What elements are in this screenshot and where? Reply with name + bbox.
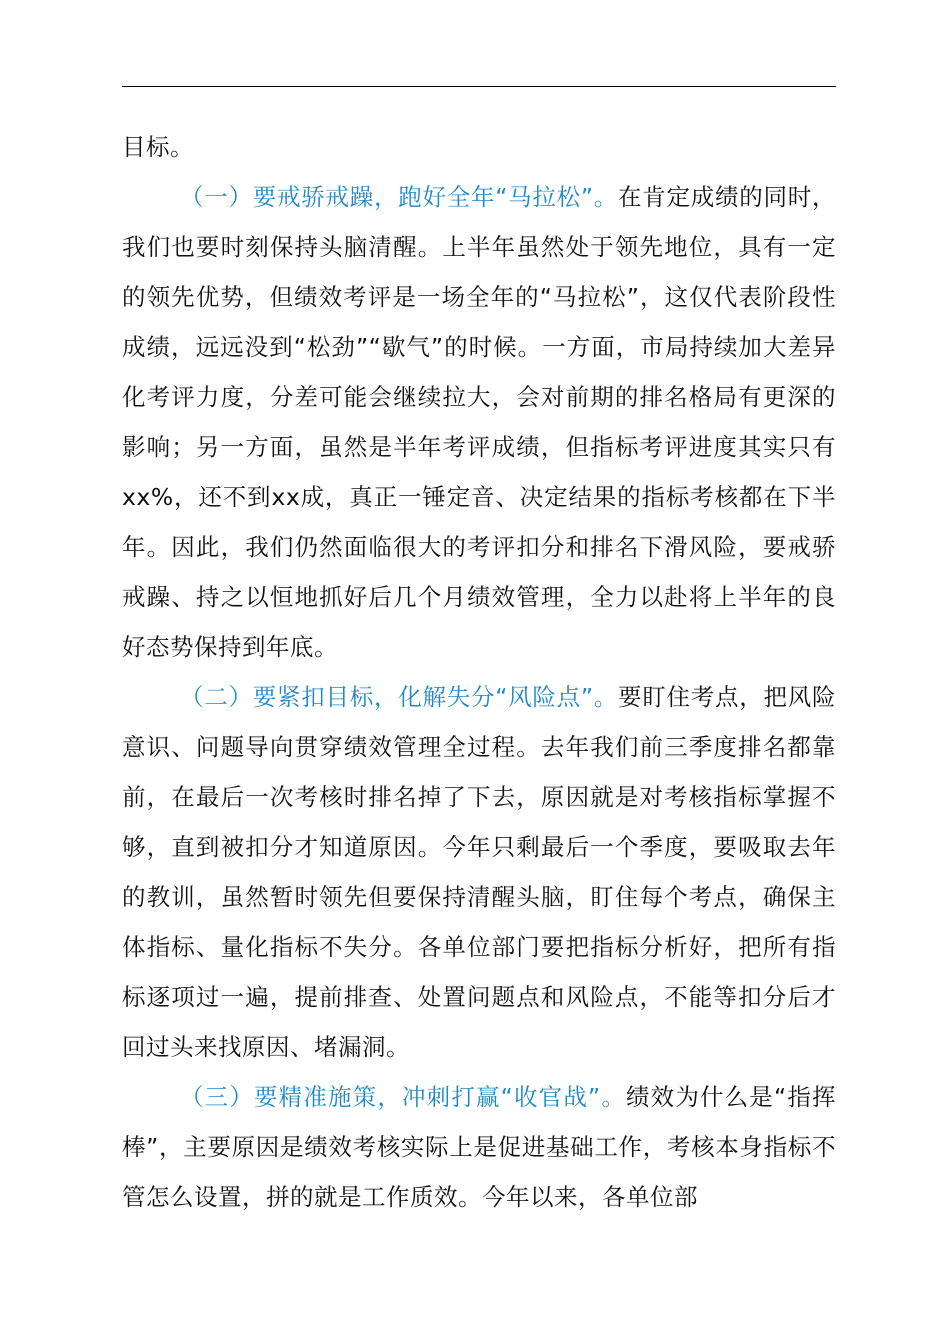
paragraph-section-2 — [122, 672, 836, 1072]
paragraph-section-3 — [122, 1072, 836, 1222]
paragraph-section-1 — [122, 172, 836, 672]
section-heading-1: （一）要戒骄戒躁，跑好全年“马拉松”。 — [180, 183, 619, 211]
paragraph-text: 在肯定成绩的同时，我们也要时刻保持头脑清醒。上半年虽然处于领先地位，具有一定的领先优势，但绩效考评是一场全年的“马拉松”，这仅代表阶段性成绩，远远没到“松劲”“歇气”的时候。一方面，市局持续加大差异化考评力度，分差可能会继续拉大，会对前期的排名格局有更深的影响；另一方面，虽然是半年考评成绩，但指标考评进度其实只有xx%，还不到xx成，真正一锤定音、决定结果的指标考核都在下半年。因此，我们仍然面临很大的考评扣分和排名下滑风险，要戒骄戒躁、持之以恒地抓好后几个月绩效管理，全力以赴将上半年的良好态势保持到年底。 — [122, 183, 836, 661]
section-heading-3: （三）要精准施策，冲刺打赢“收官战”。 — [180, 1083, 626, 1111]
paragraph-continuation — [122, 122, 836, 172]
paragraph-text: 目标。 — [122, 133, 194, 161]
document-body — [122, 122, 836, 1222]
section-heading-2: （二）要紧扣目标，化解失分“风险点”。 — [180, 683, 619, 711]
paragraph-text: 要盯住考点，把风险意识、问题导向贯穿绩效管理全过程。去年我们前三季度排名都靠前，在最后一次考核时排名掉了下去，原因就是对考核指标掌握不够，直到被扣分才知道原因。今年只剩最后一个季度，要吸取去年的教训，虽然暂时领先但要保持清醒头脑，盯住每个考点，确保主体指标、量化指标不失分。各单位部门要把指标分析好，把所有指标逐项过一遍，提前排查、处置问题点和风险点，不能等扣分后才回过头来找原因、堵漏洞。 — [122, 683, 836, 1061]
header-rule — [122, 86, 836, 87]
paragraph-text: 绩效为什么是“指挥棒”，主要原因是绩效考核实际上是促进基础工作，考核本身指标不管怎么设置，拼的就是工作质效。今年以来，各单位部 — [122, 1083, 836, 1211]
